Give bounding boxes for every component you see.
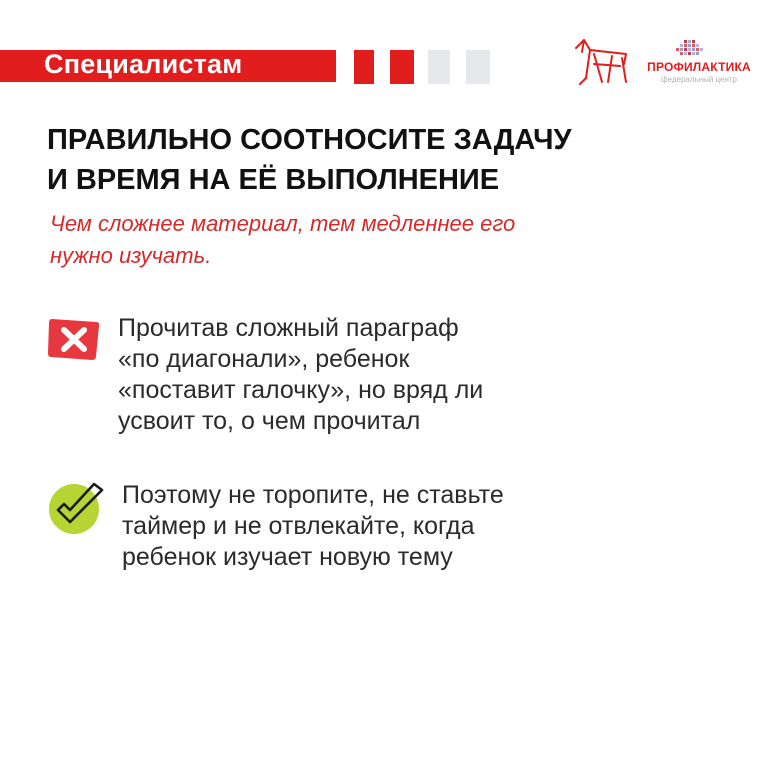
subtitle-line: нужно изучать.: [50, 243, 212, 268]
red-block: [354, 50, 374, 84]
item-line: Поэтому не торопите, не ставьте: [122, 481, 504, 509]
item-line: таймер и не отвлекайте, когда: [122, 512, 475, 540]
list-item: [122, 480, 742, 573]
list-item: [118, 313, 738, 437]
category-label: Специалистам: [44, 49, 243, 79]
horse-icon: [572, 38, 632, 86]
check-icon: [44, 478, 108, 538]
item-line: усвоит то, о чем прочитал: [118, 407, 421, 435]
title-line: ПРАВИЛЬНО СООТНОСИТЕ ЗАДАЧУ: [47, 124, 572, 156]
red-block: [390, 50, 414, 84]
cross-icon: [46, 316, 102, 362]
item-line: Прочитав сложный параграф: [118, 314, 459, 342]
gray-block: [466, 50, 490, 84]
page-title: [47, 120, 727, 200]
item-line: ребенок изучает новую тему: [122, 543, 453, 571]
logo-name: ПРОФИЛАКТИКА: [647, 60, 751, 74]
logo-subtitle: федеральный центр: [660, 75, 738, 84]
title-line: И ВРЕМЯ НА ЕЁ ВЫПОЛНЕНИЕ: [47, 164, 500, 196]
item-line: «по диагонали», ребенок: [118, 345, 410, 373]
subtitle: [50, 208, 710, 272]
gray-block: [428, 50, 450, 84]
item-line: «поставит галочку», но вряд ли: [118, 376, 484, 404]
logo-grid-icon: [668, 40, 712, 58]
subtitle-line: Чем сложнее материал, тем медленнее его: [50, 211, 516, 236]
